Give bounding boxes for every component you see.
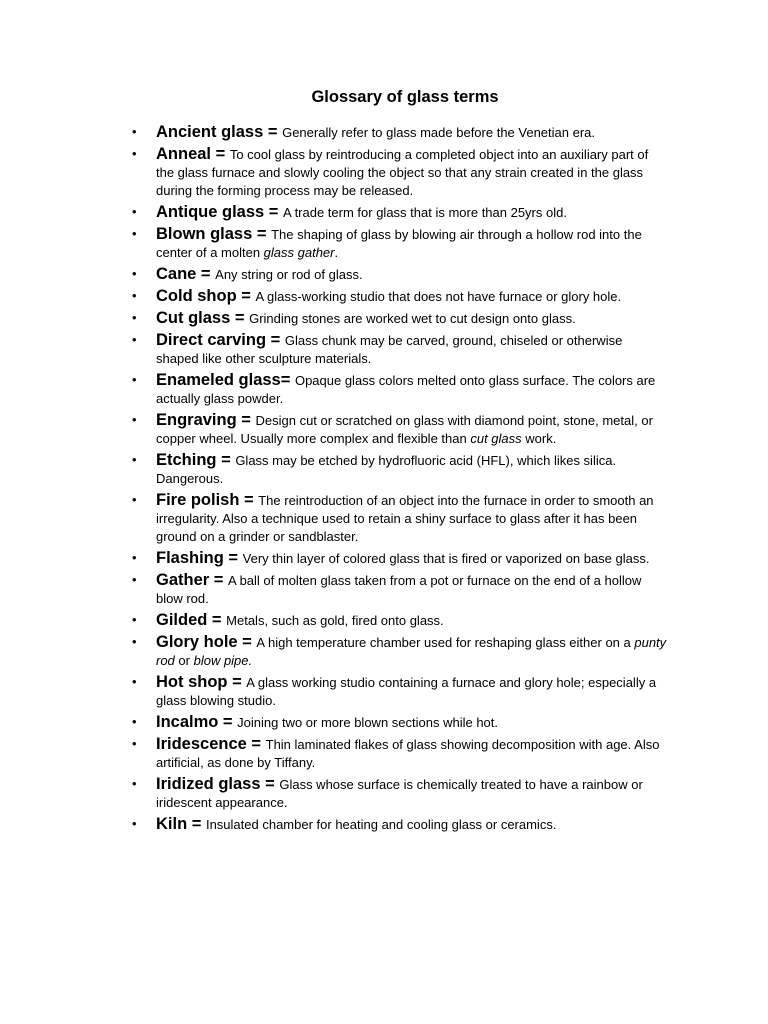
bullet-icon: •	[132, 204, 137, 219]
glossary-term: Fire polish =	[156, 491, 259, 509]
glossary-definition: Any string or rod of glass.	[215, 267, 363, 282]
bullet-icon: •	[132, 634, 137, 649]
bullet-icon: •	[132, 816, 137, 831]
bullet-icon: •	[132, 550, 137, 565]
bullet-icon: •	[132, 226, 137, 241]
glossary-definition: Very thin layer of colored glass that is fired or vaporized on base glass.	[242, 551, 650, 566]
glossary-definition: Insulated chamber for heating and cooling glass or ceramics.	[205, 817, 557, 832]
glossary-entry	[132, 331, 668, 368]
bullet-icon: •	[132, 372, 137, 387]
glossary-definition: work.	[521, 431, 557, 446]
glossary-definition: The reintroduction of an object into the furnace in order to smooth an irregularity. Also a technique used to retain a shiny surface to glass after it has been ground on a grinder or sandblaster.	[156, 493, 654, 544]
glossary-term: Cut glass =	[156, 309, 250, 327]
glossary-entry	[132, 775, 668, 812]
glossary-term: Incalmo =	[156, 713, 238, 731]
glossary-definition: Metals, such as gold, fired onto glass.	[226, 613, 444, 628]
glossary-term: Ancient glass =	[156, 123, 283, 141]
glossary-definition: Joining two or more blown sections while hot.	[237, 715, 499, 730]
bullet-icon: •	[132, 674, 137, 689]
glossary-term: Antique glass =	[156, 203, 283, 221]
glossary-entry	[132, 611, 668, 630]
glossary-term: Gilded =	[156, 611, 227, 629]
glossary-entry	[132, 713, 668, 732]
glossary-entry	[132, 371, 668, 408]
glossary-definition: .	[334, 245, 339, 260]
glossary-term: Flashing =	[156, 549, 243, 567]
glossary-entry	[132, 265, 668, 284]
bullet-icon: •	[132, 146, 137, 161]
glossary-definition: A glass-working studio that does not have furnace or glory hole.	[255, 289, 622, 304]
glossary-definition: Opaque glass colors melted onto glass surface. The colors are actually glass powder.	[156, 373, 656, 406]
glossary-definition: Design cut or scratched on glass with diamond point, stone, metal, or copper wheel. Usually more complex and flexible than	[156, 413, 653, 446]
bullet-icon: •	[132, 332, 137, 347]
bullet-icon: •	[132, 266, 137, 281]
bullet-icon: •	[132, 776, 137, 791]
glossary-term: Etching =	[156, 451, 236, 469]
bullet-icon: •	[132, 612, 137, 627]
bullet-icon: •	[132, 412, 137, 427]
glossary-definition: A glass working studio containing a furnace and glory hole; especially a glass blowing studio.	[156, 675, 657, 708]
glossary-term: Glory hole =	[156, 633, 257, 651]
glossary-definition-emphasis: cut glass	[470, 431, 522, 446]
glossary-entry	[132, 735, 668, 772]
glossary-term: Kiln =	[156, 815, 206, 833]
glossary-definition: A high temperature chamber used for reshaping glass either on a	[256, 635, 635, 650]
glossary-definition: To cool glass by reintroducing a completed object into an auxiliary part of the glass furnace and slowly cooling the object so that any strain created in the glass during the forming process may be released.	[156, 147, 649, 198]
glossary-entry	[132, 411, 668, 448]
glossary-definition-emphasis: blow pipe.	[193, 653, 253, 668]
glossary-definition: The shaping of glass by blowing air through a hollow rod into the center of a molten	[156, 227, 642, 260]
glossary-term: Iridescence =	[156, 735, 266, 753]
glossary-definition: A ball of molten glass taken from a pot or furnace on the end of a hollow blow rod.	[156, 573, 642, 606]
bullet-icon: •	[132, 452, 137, 467]
glossary-entry	[132, 225, 668, 262]
bullet-icon: •	[132, 736, 137, 751]
bullet-icon: •	[132, 310, 137, 325]
glossary-entry	[132, 815, 668, 834]
glossary-entry	[132, 549, 668, 568]
bullet-icon: •	[132, 288, 137, 303]
glossary-entry	[132, 633, 668, 670]
glossary-term: Iridized glass =	[156, 775, 280, 793]
glossary-entry	[132, 673, 668, 710]
glossary-entry	[132, 203, 668, 222]
glossary-definition: Glass whose surface is chemically treated to have a rainbow or iridescent appearance.	[156, 777, 643, 810]
bullet-icon: •	[132, 714, 137, 729]
glossary-term: Cold shop =	[156, 287, 256, 305]
glossary-entry	[132, 491, 668, 546]
glossary-entry	[132, 123, 668, 142]
glossary-term: Cane =	[156, 265, 216, 283]
glossary-term: Direct carving =	[156, 331, 285, 349]
bullet-icon: •	[132, 124, 137, 139]
glossary-definition: or	[174, 653, 194, 668]
glossary-list	[132, 123, 668, 834]
glossary-entry	[132, 145, 668, 200]
glossary-definition-emphasis: glass gather	[263, 245, 335, 260]
glossary-definition: Grinding stones are worked wet to cut design onto glass.	[249, 311, 576, 326]
bullet-icon: •	[132, 492, 137, 507]
glossary-definition: Glass may be etched by hydrofluoric acid (HFL), which likes silica. Dangerous.	[156, 453, 617, 486]
glossary-entry	[132, 571, 668, 608]
glossary-definition: A trade term for glass that is more than 25yrs old.	[283, 205, 567, 220]
glossary-term: Engraving =	[156, 411, 256, 429]
glossary-term: Hot shop =	[156, 673, 247, 691]
page-title: Glossary of glass terms	[311, 88, 499, 106]
glossary-entry	[132, 451, 668, 488]
bullet-icon: •	[132, 572, 137, 587]
glossary-entry	[132, 287, 668, 306]
glossary-definition: Glass chunk may be carved, ground, chiseled or otherwise shaped like other sculpture materials.	[156, 333, 623, 366]
glossary-entry	[132, 309, 668, 328]
glossary-term: Blown glass =	[156, 225, 272, 243]
glossary-term: Enameled glass=	[156, 371, 295, 389]
glossary-term: Gather =	[156, 571, 228, 589]
glossary-definition: Thin laminated flakes of glass showing decomposition with age. Also artificial, as done by Tiffany.	[156, 737, 660, 770]
glossary-definition-emphasis: punty rod	[156, 635, 667, 668]
glossary-term: Anneal =	[156, 145, 230, 163]
glossary-definition: Generally refer to glass made before the Venetian era.	[282, 125, 596, 140]
